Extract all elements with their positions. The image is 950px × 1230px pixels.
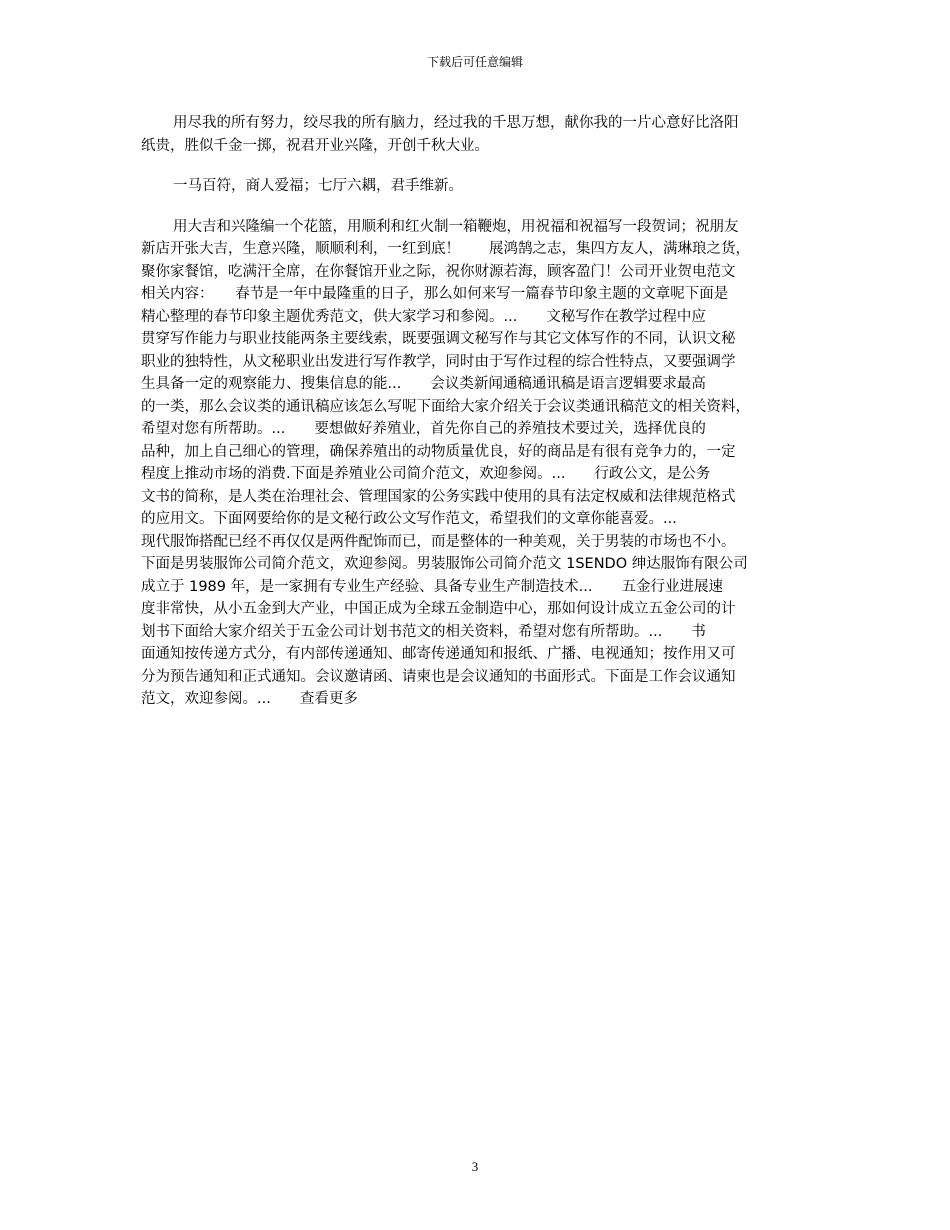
text-line: 品种，加上自己细心的管理，确保养殖出的动物质量优良，好的商品是有很有竞争力的，一定 [141,443,736,460]
paragraph-3 [141,216,821,711]
text-line: 的一类，那么会议类的通讯稿应该怎么写呢下面给大家介绍关于会议类通讯稿范文的相关资料， [141,398,750,415]
text-line: 纸贵，胜似千金一掷，祝君开业兴隆，开创千秋大业。 [141,137,489,154]
text-line: 下面是男装服饰公司简介范文，欢迎参阅。男装服饰公司简介范文 1SENDO 绅达服饰有限公司 [141,556,748,572]
text-line: 现代服饰搭配已经不再仅仅是两件配饰而已，而是整体的一种美观，关于男装的市场也不小。 [141,533,736,550]
page-header: 下载后可任意编辑 [426,55,523,69]
text-line-content: 范文，欢迎参阅。... [141,691,300,707]
text-line: 一马百符，商人爱福；七厅六耦，君手维新。 [173,178,463,194]
text-line: 相关内容： 春节是一年中最隆重的日子，那么如何来写一篇春节印象主题的文章呢下面是 [141,286,729,302]
text-line: 贯穿写作能力与职业技能两条主要线索，既要强调文秘写作与其它文体写作的不同，认识文秘 [141,331,736,347]
text-line: 生具备一定的观察能力、搜集信息的能... 会议类新闻通稿通讯稿是语言逻辑要求最高 [141,376,706,392]
text-line: 分为预告通知和正式通知。会议邀请函、请柬也是会议通知的书面形式。下面是工作会议通知 [141,668,736,685]
view-more-link[interactable]: 查看更多 [299,691,358,707]
text-line: 程度上推动市场的消费.下面是养殖业公司简介范文，欢迎参阅。... 行政公文，是公务 [141,466,711,482]
text-line: 文书的简称，是人类在治理社会、管理国家的公务实践中使用的具有法定权威和法律规范格式 [141,488,736,505]
paragraph-1 [141,112,821,157]
text-line: 新店开张大吉，生意兴隆，顺顺利利，一红到底！ 展鸿鹄之志，集四方友人，满琳琅之货， [141,241,750,257]
document-body [141,112,821,711]
text-line: 的应用文。下面网要给你的是文秘行政公文写作范文，希望我们的文章你能喜爱。... [141,511,677,527]
text-line: 面通知按传递方式分，有内部传递通知、邮寄传递通知和报纸、广播、电视通知；按作用又可 [141,646,736,662]
text-line: 度非常快，从小五金到大产业，中国正成为全球五金制造中心，那如何设计成立五金公司的计 [141,601,736,617]
text-line: 聚你家餐馆，吃满汗全席，在你餐馆开业之际，祝你财源若海，顾客盈门！公司开业贺电范文 [141,263,736,280]
text-line: 划书下面给大家介绍关于五金公司计划书范文的相关资料，希望对您有所帮助。... 书 [141,623,706,640]
text-line: 成立于 1989 年，是一家拥有专业生产经验、具备专业生产制造技术... 五金行业进展速 [141,578,723,595]
text-line: 职业的独特性，从文秘职业出发进行写作教学，同时由于写作过程的综合性特点，又要强调学 [141,353,736,370]
text-line-last [141,688,821,711]
page-number: 3 [471,1159,479,1174]
text-line: 精心整理的春节印象主题优秀范文，供大家学习和参阅。... 文秘写作在教学过程中应 [141,308,706,325]
paragraph-2 [141,175,821,198]
text-line: 用大吉和兴隆编一个花篮，用顺利和红火制一箱鞭炮，用祝福和祝福写一段贺词；祝朋友 [173,218,739,235]
text-line: 用尽我的所有努力，绞尽我的所有脑力，经过我的千思万想，献你我的一片心意好比洛阳 [173,115,739,131]
text-line: 希望对您有所帮助。... 要想做好养殖业，首先你自己的养殖技术要过关，选择优良的 [141,421,706,437]
